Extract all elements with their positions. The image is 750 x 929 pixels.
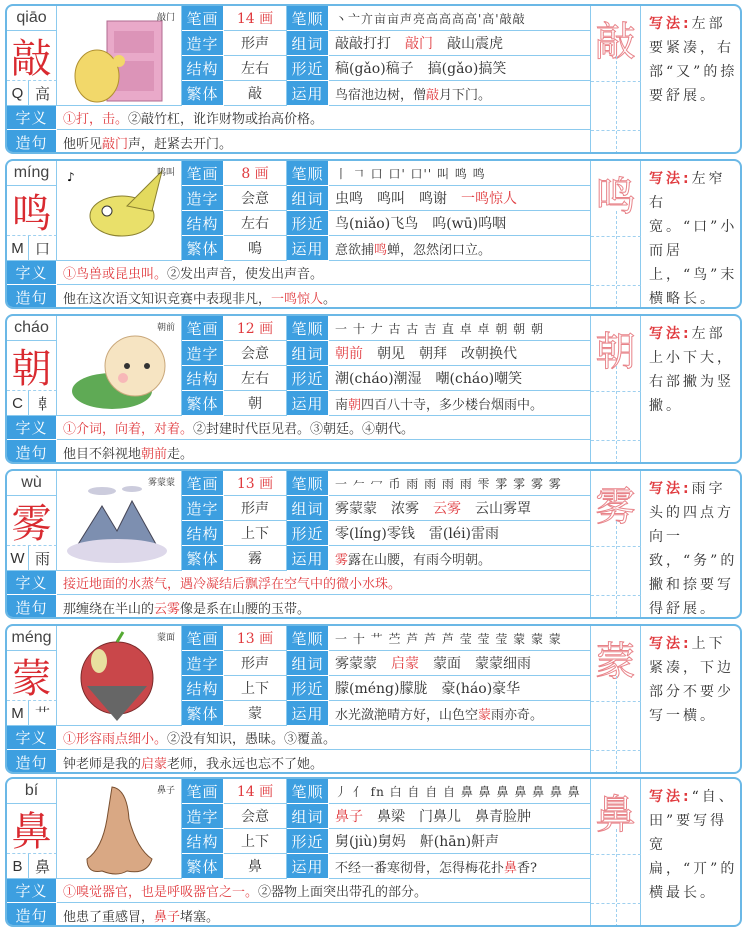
highlighted-text: 启蒙 [141,756,168,772]
similar-characters [329,56,591,81]
stroke-order: 丨 𠃍 口 口' 口'' 叫 鸣 鸣 [329,161,591,186]
illustration-caption: 蒙面 [156,633,175,643]
stroke-order: 丶亠亣亩亩声亮高高高高'高'敲敲 [329,6,591,31]
radical: 艹 [29,701,57,726]
tracing-grid-line [616,829,617,927]
highlighted-text: ①打，击。 [63,112,129,127]
writing-tip-text: 左窄右宽。“口”小而居上，“鸟”末横略长。 [649,171,738,307]
index-letter: B [7,854,29,879]
highlighted-text: 敲门 [102,136,129,152]
label-formation: 造字 [182,341,224,366]
label-traditional: 繁体 [182,236,224,261]
character-card [5,469,742,619]
label-words: 组词 [287,651,329,676]
tracing-character: 雾 [591,471,641,619]
word-list [329,31,591,56]
writing-tip-label: 写法: [649,789,692,805]
traditional-form: 蒙 [224,701,287,726]
label-similar: 形近 [287,366,329,391]
stroke-order: 一 十 艹 苎 芦 芦 芦 莹 莹 莹 蒙 蒙 蒙 [329,626,591,651]
writing-tip [641,316,742,464]
label-stroke-order: 笔顺 [287,6,329,31]
meaning [57,726,591,750]
stroke-count: 14 画 [224,779,287,804]
illustration [57,626,182,726]
stroke-order: 一 𠂉 冖 币 雨 雨 雨 雨 雫 雺 雺 雾 雾 [329,471,591,496]
label-words: 组词 [287,496,329,521]
main-character: 朝 [7,341,57,391]
label-meaning: 字义 [7,261,57,285]
usage-example [329,854,591,879]
structure: 上下 [224,676,287,701]
label-sentence: 造句 [7,595,57,619]
text-segment: ②没有知识，愚昧。③覆盖。 [167,732,337,747]
label-similar: 形近 [287,521,329,546]
example-sentence [57,285,591,309]
highlighted-text: 鼻 [504,860,518,876]
highlighted-text: 一鸣惊人 [271,291,324,307]
writing-tip-label: 写法: [649,636,692,652]
text-segment: 。 [323,291,337,307]
label-structure: 结构 [182,366,224,391]
text-segment: 朦(méng)朦胧 豪(háo)豪华 [335,681,521,697]
label-usage: 运用 [287,701,329,726]
character-card [5,159,742,309]
meaning [57,879,591,903]
traditional-form: 朝 [224,391,287,416]
text-segment: 蒙面 蒙蒙细雨 [419,656,531,672]
highlighted-text: 朝 [348,397,362,413]
highlighted-text: 朝前 [141,446,168,462]
writing-tip-text: 雨字头的四点方向一致，“务”的撇和捺要写得舒展。 [649,481,738,617]
highlighted-text: 雾 [335,552,349,568]
label-meaning: 字义 [7,571,57,595]
highlighted-text: 朝前 [335,346,363,362]
tracing-grid-line [616,366,617,464]
label-words: 组词 [287,186,329,211]
writing-tip [641,6,742,154]
formation: 会意 [224,804,287,829]
label-usage: 运用 [287,854,329,879]
tracing-character: 敲 [591,6,641,154]
label-traditional: 繁体 [182,546,224,571]
structure: 左右 [224,211,287,236]
text-segment: 雨亦奇。 [491,707,544,723]
example-sentence [57,595,591,619]
label-words: 组词 [287,341,329,366]
main-character: 鸣 [7,186,57,236]
writing-tip-text: 左部要紧凑，右部“又”的捺要舒展。 [649,16,738,104]
text-segment: ②封建时代臣见君。③朝廷。④朝代。 [193,422,415,437]
text-segment: 那缠绕在半山的 [63,601,155,617]
structure: 上下 [224,521,287,546]
traditional-form: 鳴 [224,236,287,261]
traditional-form: 鼻 [224,854,287,879]
index-letter: C [7,391,29,416]
pinyin: qiāo [7,6,57,31]
main-character: 鼻 [7,804,57,854]
stroke-order: 丿 亻 fn 白 自 自 自 鼻 鼻 鼻 鼻 鼻 鼻 鼻 [329,779,591,804]
label-similar: 形近 [287,211,329,236]
label-meaning: 字义 [7,726,57,750]
text-segment: 雾蒙蒙 [335,656,391,672]
illustration-caption: 鼻子 [156,786,175,796]
label-similar: 形近 [287,56,329,81]
label-formation: 造字 [182,186,224,211]
index-letter: M [7,236,29,261]
label-sentence: 造句 [7,903,57,927]
highlighted-text: 敲门 [405,36,433,52]
similar-characters [329,521,591,546]
traditional-form: 霧 [224,546,287,571]
main-character: 雾 [7,496,57,546]
text-segment: 零(líng)零钱 雷(léi)雷雨 [335,526,500,542]
word-list [329,496,591,521]
illustration-caption: 鸣叫 [156,168,175,178]
word-list [329,651,591,676]
meaning [57,261,591,285]
writing-tip-label: 写法: [649,16,692,32]
similar-characters [329,366,591,391]
structure: 上下 [224,829,287,854]
text-segment: 走。 [167,446,194,462]
highlighted-text: ①嗅觉器官，也是呼吸器官之一。 [63,885,259,900]
text-segment: ②发出声音，使发出声音。 [167,267,324,282]
character-card [5,624,742,774]
label-meaning: 字义 [7,106,57,130]
label-structure: 结构 [182,521,224,546]
stroke-count: 13 画 [224,471,287,496]
index-letter: M [7,701,29,726]
label-traditional: 繁体 [182,854,224,879]
text-segment: 老师，我永远也忘不了她。 [167,756,324,772]
word-list [329,186,591,211]
text-segment: 他患了重感冒， [63,909,155,925]
text-segment: 朝见 朝拜 改朝换代 [363,346,517,362]
highlighted-text: ①形容雨点细小。 [63,732,168,747]
label-strokes: 笔画 [182,6,224,31]
writing-tip [641,779,742,927]
tracing-grid-line [616,521,617,619]
usage-example [329,701,591,726]
writing-tip-text: 左部上小下大，右部撇为竖撇。 [649,326,734,414]
character-card [5,4,742,154]
label-sentence: 造句 [7,130,57,154]
highlighted-text: 蒙 [478,707,492,723]
label-strokes: 笔画 [182,161,224,186]
structure: 左右 [224,56,287,81]
highlighted-text: 云雾 [433,501,461,517]
label-sentence: 造句 [7,750,57,774]
traditional-form: 敲 [224,81,287,106]
writing-tip [641,161,742,309]
text-segment: 蝉，忽然闭口立。 [387,242,492,258]
text-segment: 南 [335,397,349,413]
similar-characters [329,676,591,701]
label-structure: 结构 [182,211,224,236]
tracing-grid-line [616,211,617,309]
label-stroke-order: 笔顺 [287,626,329,651]
formation: 形声 [224,31,287,56]
example-sentence [57,750,591,774]
highlighted-text: ①介词，向着，对着。 [63,422,194,437]
word-list [329,341,591,366]
highlighted-text: 鼻子 [154,909,181,925]
pinyin: míng [7,161,57,186]
radical: 高 [29,81,57,106]
usage-example [329,236,591,261]
index-letter: Q [7,81,29,106]
radical: 雨 [29,546,57,571]
main-character: 蒙 [7,651,57,701]
formation: 形声 [224,651,287,676]
text-segment: 水光潋滟晴方好，山色空 [335,707,479,723]
pinyin: bí [7,779,57,804]
text-segment: 意欲捕 [335,242,375,258]
illustration-caption: 雾蒙蒙 [147,478,175,488]
label-stroke-order: 笔顺 [287,316,329,341]
writing-tip-label: 写法: [649,171,692,187]
meaning [57,416,591,440]
text-segment: 稿(gǎo)稿子 搞(gǎo)搞笑 [335,61,507,77]
highlighted-text: 鼻子 [335,809,363,825]
label-strokes: 笔画 [182,316,224,341]
text-segment: 舅(jiù)舅妈 鼾(hān)鼾声 [335,834,500,850]
example-sentence [57,130,591,154]
highlighted-text: 接近地面的水蒸气，遇冷凝结后飘浮在空气中的微小水珠。 [63,577,402,592]
word-list [329,804,591,829]
label-structure: 结构 [182,829,224,854]
writing-tip-text: 上下紧凑，下边部分不要少写一横。 [649,636,734,724]
illustration [57,316,182,416]
text-segment: ②敲竹杠，讹诈财物或抬高价格。 [128,112,324,127]
text-segment: 像是系在山腰的玉带。 [180,601,311,617]
illustration [57,471,182,571]
index-letter: W [7,546,29,571]
pinyin: cháo [7,316,57,341]
text-segment: 露在山腰，有雨今明朝。 [348,552,492,568]
character-card [5,777,742,927]
illustration [57,161,182,261]
text-segment: ②器物上面突出带孔的部分。 [258,885,428,900]
structure: 左右 [224,366,287,391]
writing-tip-label: 写法: [649,481,692,497]
illustration-caption: 朝前 [156,323,175,333]
text-segment: 虫鸣 鸣叫 鸣谢 [335,191,461,207]
label-formation: 造字 [182,804,224,829]
stroke-count: 13 画 [224,626,287,651]
label-formation: 造字 [182,31,224,56]
usage-example [329,81,591,106]
text-segment: 鸟宿池边树，僧 [335,87,427,103]
writing-tip [641,471,742,619]
text-segment: 四百八十寺，多少楼台烟雨中。 [361,397,544,413]
label-traditional: 繁体 [182,81,224,106]
formation: 会意 [224,186,287,211]
text-segment: 月下门。 [439,87,492,103]
label-usage: 运用 [287,391,329,416]
label-usage: 运用 [287,81,329,106]
usage-example [329,391,591,416]
text-segment: 香? [517,860,538,876]
text-segment: 鸟(niǎo)飞鸟 呜(wū)呜咽 [335,216,507,232]
label-similar: 形近 [287,676,329,701]
highlighted-text: 云雾 [154,601,181,617]
highlighted-text: 敲 [426,87,440,103]
text-segment: 声，赶紧去开门。 [128,136,233,152]
example-sentence [57,440,591,464]
illustration [57,779,182,879]
stroke-count: 14 画 [224,6,287,31]
text-segment: 鼻梁 门鼻儿 鼻青脸肿 [363,809,531,825]
label-words: 组词 [287,804,329,829]
text-segment: 钟老师是我的 [63,756,142,772]
radical: 口 [29,236,57,261]
stroke-count: 8 画 [224,161,287,186]
text-segment: 敲敲打打 [335,36,405,52]
label-stroke-order: 笔顺 [287,779,329,804]
label-traditional: 繁体 [182,701,224,726]
text-segment: 他在这次语文知识竞赛中表现非凡， [63,291,272,307]
meaning [57,106,591,130]
text-segment: 敲山震虎 [433,36,503,52]
similar-characters [329,211,591,236]
usage-example [329,546,591,571]
pinyin: méng [7,626,57,651]
example-sentence [57,903,591,927]
writing-tip-text: “自、田”要写得宽扁，“丌”的横最长。 [649,789,738,901]
radical: 𠦝 [29,391,57,416]
text-segment: 云山雾罩 [461,501,531,517]
label-meaning: 字义 [7,416,57,440]
text-segment: 他听见 [63,136,103,152]
writing-tip [641,626,742,774]
tracing-grid-line [616,56,617,154]
text-segment: 雾蒙蒙 浓雾 [335,501,433,517]
label-meaning: 字义 [7,879,57,903]
pinyin: wù [7,471,57,496]
tracing-character: 朝 [591,316,641,464]
label-traditional: 繁体 [182,391,224,416]
label-usage: 运用 [287,236,329,261]
label-stroke-order: 笔顺 [287,161,329,186]
label-formation: 造字 [182,651,224,676]
text-segment: 潮(cháo)潮湿 嘲(cháo)嘲笑 [335,371,523,387]
stroke-order: 一 十 𠂇 古 古 吉 直 卓 卓 朝 朝 朝 [329,316,591,341]
label-strokes: 笔画 [182,626,224,651]
svg-text:♪: ♪ [67,170,75,184]
label-strokes: 笔画 [182,471,224,496]
text-segment: 不经一番寒彻骨，怎得梅花扑 [335,860,505,876]
illustration-caption: 敲门 [156,13,175,23]
writing-tip-label: 写法: [649,326,692,342]
label-usage: 运用 [287,546,329,571]
meaning [57,571,591,595]
text-segment: 他目不斜视地 [63,446,142,462]
label-sentence: 造句 [7,285,57,309]
main-character: 敲 [7,31,57,81]
tracing-character: 鸣 [591,161,641,309]
highlighted-text: 一鸣惊人 [461,191,517,207]
label-stroke-order: 笔顺 [287,471,329,496]
illustration [57,6,182,106]
highlighted-text: 启蒙 [391,656,419,672]
character-card [5,314,742,464]
text-segment: 堵塞。 [180,909,220,925]
formation: 形声 [224,496,287,521]
label-structure: 结构 [182,56,224,81]
highlighted-text: ①鸟兽或昆虫叫。 [63,267,168,282]
stroke-count: 12 画 [224,316,287,341]
tracing-grid-line [616,676,617,774]
radical: 鼻 [29,854,57,879]
tracing-character: 蒙 [591,626,641,774]
label-structure: 结构 [182,676,224,701]
label-strokes: 笔画 [182,779,224,804]
tracing-character: 鼻 [591,779,641,927]
label-similar: 形近 [287,829,329,854]
formation: 会意 [224,341,287,366]
label-formation: 造字 [182,496,224,521]
similar-characters [329,829,591,854]
highlighted-text: 鸣 [374,242,388,258]
label-sentence: 造句 [7,440,57,464]
label-words: 组词 [287,31,329,56]
